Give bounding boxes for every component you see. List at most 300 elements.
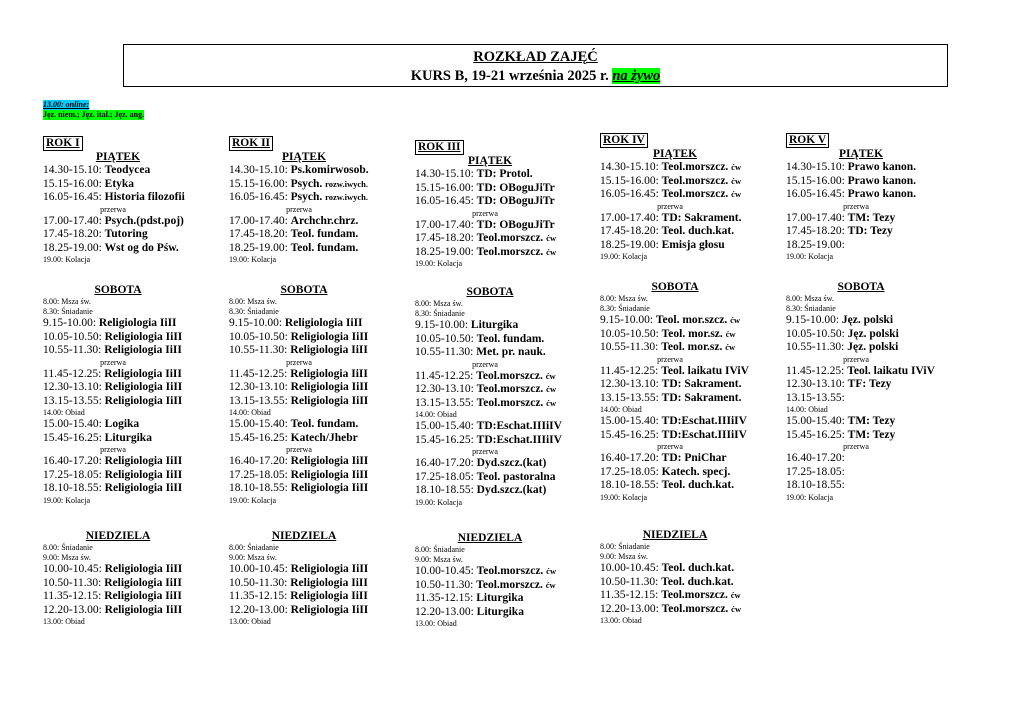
schedule-row	[43, 469, 228, 483]
course-name: Teol. mor.sz.	[661, 327, 723, 340]
time-slot: 17.25-18.05:	[43, 468, 105, 481]
schedule-row	[43, 242, 228, 256]
meal-or-mass-entry: 19.00: Kolacja	[600, 252, 648, 261]
sunday-block	[43, 530, 228, 627]
meal-or-mass-entry: 19.00: Kolacja	[43, 255, 91, 264]
time-slot: 17.00-17.40:	[229, 214, 291, 227]
schedule-row	[415, 195, 600, 209]
schedule-row	[415, 592, 600, 606]
schedule-row	[600, 589, 785, 603]
course-name: Religiologia IiII	[290, 576, 368, 589]
schedule-row	[43, 577, 228, 591]
course-name: TF: Tezy	[847, 378, 892, 390]
course-name: Teol.morszcz.	[476, 232, 544, 244]
course-name: Teol.morszcz.	[476, 396, 544, 409]
course-name: TD: Sakrament.	[661, 378, 742, 390]
time-slot: 12.30-13.10:	[229, 381, 291, 393]
course-name: Dyd.szcz.(kat)	[476, 484, 547, 496]
time-slot: 13.15-13.55:	[786, 391, 845, 404]
schedule-row	[229, 604, 414, 618]
time-slot: 17.25-18.05:	[415, 470, 477, 483]
course-name: Wst og do Pśw.	[104, 241, 179, 254]
schedule-row	[786, 161, 971, 175]
schedule-row	[415, 471, 600, 485]
schedule-row	[43, 164, 228, 178]
schedule-row	[415, 219, 600, 233]
time-slot: 16.40-17.20:	[229, 455, 291, 467]
schedule-row	[229, 381, 414, 395]
time-slot: 10.05-10.50:	[786, 327, 848, 340]
course-note: ćw	[546, 384, 557, 394]
course-name: Etyka	[104, 177, 135, 190]
course-name: Religiologia IiII	[104, 455, 183, 467]
subtitle-highlight: na żywo	[612, 68, 661, 84]
time-slot: 11.45-12.25:	[43, 367, 105, 380]
course-note: ćw	[730, 590, 741, 600]
course-name: Teol. duch.kat.	[661, 562, 735, 574]
course-name: Religiologia IiII	[104, 590, 182, 602]
course-note: ćw	[730, 315, 741, 325]
time-slot: 11.35-12.15:	[415, 592, 477, 604]
time-slot: 10.50-11.30:	[229, 576, 291, 589]
year-label: ROK V	[786, 133, 829, 148]
course-name: Teodycea	[104, 164, 151, 176]
time-slot: 10.55-11.30:	[786, 341, 848, 353]
schedule-row	[415, 346, 600, 360]
schedule-row	[600, 161, 785, 175]
time-slot: 17.45-18.20:	[43, 228, 105, 240]
schedule-row	[600, 212, 785, 226]
schedule-row	[415, 232, 600, 246]
meal-or-mass-entry: 8.00: Śniadanie	[600, 542, 650, 551]
time-slot: 10.00-10.45:	[229, 563, 291, 575]
course-name: TM: Tezy	[847, 415, 896, 427]
schedule-row	[229, 563, 414, 577]
time-slot: 15.00-15.40:	[600, 415, 662, 427]
schedule-row	[600, 225, 785, 239]
time-slot: 15.45-16.25:	[600, 428, 662, 441]
course-name: Religiologia IiII	[104, 330, 183, 343]
time-slot: 9.15-10.00:	[229, 317, 285, 329]
time-slot: 10.05-10.50:	[600, 327, 662, 340]
break-label: przerwa	[657, 442, 683, 451]
day-heading-sunday: NIEDZIELA	[642, 529, 708, 541]
course-name: Religiologia IiII	[104, 563, 183, 575]
time-slot: 17.25-18.05:	[786, 465, 845, 478]
time-slot: 10.55-11.30:	[43, 344, 105, 356]
schedule-row	[43, 344, 228, 358]
schedule-row	[600, 328, 785, 342]
schedule-row	[415, 397, 600, 411]
day-heading-sunday: NIEDZIELA	[271, 530, 337, 542]
course-name: Religiologia IiII	[290, 603, 369, 616]
schedule-row	[600, 452, 785, 466]
course-name: TD: Sakrament.	[661, 391, 742, 404]
break-label: przerwa	[100, 204, 126, 214]
course-name: Liturgika	[104, 431, 152, 444]
course-name: Teol.morszcz.	[661, 174, 729, 187]
day-heading-saturday: SOBOTA	[651, 281, 699, 293]
schedule-row	[415, 484, 600, 498]
time-slot: 15.45-16.25:	[229, 431, 291, 444]
time-slot: 15.15-16.00:	[786, 174, 848, 187]
day-heading-friday: PIĄTEK	[281, 151, 327, 163]
column-rok-iv	[600, 130, 785, 262]
schedule-row	[786, 392, 971, 406]
schedule-row	[229, 242, 414, 256]
course-name: Religiologia IiII	[284, 317, 363, 329]
time-slot: 18.10-18.55:	[229, 482, 291, 494]
course-name: Teol.morszcz.	[661, 602, 729, 615]
schedule-row	[229, 178, 414, 192]
course-name: Teol. laikatu IViV	[847, 364, 935, 377]
schedule-row	[43, 178, 228, 192]
time-slot: 12.30-13.10:	[600, 378, 662, 390]
time-slot: 13.15-13.55:	[229, 394, 291, 407]
year-label: ROK IV	[600, 133, 648, 148]
meal-or-mass-entry: 9.00: Msza św.	[415, 555, 463, 564]
time-slot: 18.10-18.55:	[600, 479, 662, 491]
course-name: Religiologia IiII	[104, 381, 183, 393]
course-name: TD: Tezy	[847, 225, 893, 237]
time-slot: 11.35-12.15:	[229, 590, 291, 602]
time-slot: 18.25-19.00:	[415, 245, 477, 258]
meal-or-mass-entry: 8.00: Msza św.	[43, 297, 91, 306]
schedule-row	[415, 168, 600, 182]
sunday-block	[229, 530, 414, 627]
online-time: 13.00: online:	[43, 100, 90, 109]
meal-or-mass-entry: 8.30: Śniadanie	[786, 304, 836, 313]
schedule-row	[43, 563, 228, 577]
meal-or-mass-entry: 13.00: Obiad	[43, 617, 85, 626]
schedule-row	[415, 319, 600, 333]
schedule-row	[43, 381, 228, 395]
course-name: Teol.morszcz.	[661, 188, 729, 200]
course-name: Historia filozofii	[104, 191, 185, 203]
course-name: Prawo kanon.	[847, 161, 917, 173]
course-note: ćw	[725, 328, 736, 339]
course-note: ćw	[731, 175, 742, 186]
time-slot: 9.15-10.00:	[786, 314, 842, 326]
schedule-row	[415, 579, 600, 593]
course-name: Religiologia IiII	[104, 344, 182, 356]
break-label: przerwa	[472, 359, 498, 369]
schedule-row	[786, 225, 971, 239]
course-name: TD: OBoguJiTr	[476, 195, 555, 207]
course-name: Teol. duch.kat.	[661, 479, 735, 491]
time-slot: 9.15-10.00:	[600, 314, 656, 326]
meal-or-mass-entry: 9.00: Msza św.	[43, 553, 91, 562]
course-name: Met. pr. nauk.	[476, 346, 546, 358]
course-name: Teol. duch.kat.	[661, 575, 734, 588]
course-name: Psych.	[290, 177, 323, 190]
time-slot: 12.20-13.00:	[415, 605, 477, 618]
course-note: ćw	[546, 397, 557, 408]
time-slot: 12.30-13.10:	[415, 383, 477, 395]
time-slot: 18.10-18.55:	[415, 484, 477, 496]
course-name: Jęz. polski	[847, 327, 899, 340]
course-name: Archchr.chrz.	[290, 214, 359, 227]
time-slot: 18.10-18.55:	[43, 482, 105, 494]
course-name: Logika	[104, 418, 140, 430]
time-slot: 17.45-18.20:	[415, 232, 477, 244]
course-note: ćw	[731, 603, 742, 614]
schedule-row	[43, 590, 228, 604]
meal-or-mass-entry: 19.00: Kolacja	[415, 497, 463, 507]
schedule-row	[600, 466, 785, 480]
course-name: TD: Sakrament.	[661, 211, 742, 224]
time-slot: 17.45-18.20:	[229, 228, 291, 240]
schedule-row	[786, 378, 971, 392]
break-label: przerwa	[472, 447, 498, 456]
meal-or-mass-entry: 8.30: Śniadanie	[43, 307, 93, 316]
schedule-row	[43, 455, 228, 469]
time-slot: 12.20-13.00:	[600, 602, 662, 615]
saturday-block	[229, 284, 414, 506]
day-heading-friday: PIĄTEK	[467, 155, 513, 167]
time-slot: 14.30-15.10:	[229, 164, 291, 176]
course-name: Teol. pastoralna	[476, 470, 556, 483]
time-slot: 17.25-18.05:	[600, 465, 662, 478]
course-name: Teol.morszcz.	[476, 578, 543, 591]
meal-or-mass-entry: 14.00: Obiad	[43, 408, 85, 417]
schedule-row	[43, 215, 228, 229]
schedule-row	[229, 368, 414, 382]
schedule-row	[229, 432, 414, 446]
schedule-row	[600, 378, 785, 392]
schedule-row	[415, 383, 600, 397]
time-slot: 10.05-10.50:	[415, 332, 477, 345]
schedule-row	[600, 562, 785, 576]
course-note: ćw	[731, 189, 742, 199]
year-label: ROK II	[229, 136, 273, 151]
course-name: Teol.morszcz.	[476, 369, 543, 382]
meal-or-mass-entry: 13.00: Obiad	[229, 617, 271, 626]
meal-or-mass-entry: 8.00: Śniadanie	[43, 543, 93, 552]
saturday-block	[415, 286, 600, 508]
time-slot: 18.10-18.55:	[786, 479, 845, 491]
time-slot: 10.50-11.30:	[600, 575, 662, 588]
meal-or-mass-entry: 8.00: Śniadanie	[415, 545, 465, 554]
time-slot: 10.55-11.30:	[229, 344, 291, 356]
schedule-row	[786, 415, 971, 429]
schedule-row	[415, 606, 600, 620]
schedule-row	[229, 215, 414, 229]
time-slot: 15.15-16.00:	[43, 177, 105, 190]
time-slot: 10.00-10.45:	[600, 562, 662, 574]
meal-or-mass-entry: 8.30: Śniadanie	[229, 307, 279, 316]
time-slot: 17.25-18.05:	[229, 468, 291, 481]
course-name: Religiologia IiII	[290, 381, 369, 393]
time-slot: 15.45-16.25:	[43, 431, 105, 444]
sunday-block	[600, 529, 785, 626]
course-name: Religiologia IiII	[290, 330, 369, 343]
time-slot: 10.50-11.30:	[415, 578, 477, 591]
time-slot: 12.20-13.00:	[43, 603, 105, 616]
course-name: Liturgika	[476, 605, 524, 618]
page-title: ROZKŁAD ZAJĘĆ	[473, 49, 598, 65]
meal-or-mass-entry: 13.00: Obiad	[415, 619, 457, 628]
time-slot: 11.45-12.25:	[600, 364, 662, 377]
schedule-row	[229, 590, 414, 604]
course-name: Dyd.szcz.(kat)	[476, 457, 547, 469]
schedule-row	[229, 455, 414, 469]
course-name: Teol. fundam.	[290, 241, 359, 254]
break-label: przerwa	[286, 445, 312, 454]
meal-or-mass-entry: 8.00: Msza św.	[786, 294, 834, 303]
course-name: Psych.	[290, 191, 323, 203]
course-name: Ps.komirwosob.	[290, 164, 369, 176]
course-name: Psych.(pdst.poj)	[104, 214, 184, 227]
course-name: Jęz. polski	[841, 314, 894, 326]
course-name: Religiologia IiII	[290, 367, 368, 380]
course-name: Teol.morszcz.	[661, 589, 728, 601]
schedule-row	[229, 469, 414, 483]
course-name: Religiologia IiII	[104, 367, 182, 380]
time-slot: 9.15-10.00:	[415, 319, 471, 331]
schedule-row	[415, 182, 600, 196]
time-slot: 13.15-13.55:	[600, 391, 662, 404]
break-label: przerwa	[472, 208, 498, 218]
course-note: rozw.iwych.	[325, 192, 368, 202]
schedule-row	[415, 370, 600, 384]
time-slot: 16.05-16.45:	[229, 191, 291, 203]
year-label: ROK III	[415, 140, 464, 155]
course-name: Katech. specj.	[661, 465, 731, 478]
time-slot: 14.30-15.10:	[43, 164, 105, 176]
schedule-row	[600, 415, 785, 429]
schedule-row	[786, 429, 971, 443]
time-slot: 15.45-16.25:	[415, 433, 477, 446]
day-heading-friday: PIĄTEK	[652, 148, 698, 160]
schedule-row	[600, 576, 785, 590]
break-label: przerwa	[843, 354, 869, 364]
break-label: przerwa	[843, 201, 869, 211]
schedule-row	[43, 228, 228, 242]
course-name: Katech/Jhebr	[290, 431, 358, 444]
saturday-block	[786, 281, 971, 503]
schedule-row	[43, 395, 228, 409]
time-slot: 17.00-17.40:	[43, 214, 105, 227]
schedule-row	[786, 212, 971, 226]
schedule-row	[43, 482, 228, 496]
meal-or-mass-entry: 19.00: Kolacja	[43, 495, 91, 505]
time-slot: 16.05-16.45:	[415, 195, 477, 207]
schedule-row	[786, 479, 971, 493]
schedule-row	[43, 432, 228, 446]
course-note: ćw	[545, 370, 556, 381]
schedule-row	[786, 175, 971, 189]
day-heading-friday: PIĄTEK	[95, 151, 141, 163]
course-name: Religiologia IiII	[98, 317, 177, 329]
schedule-row	[786, 365, 971, 379]
online-languages: Jęz. niem.; Jęz. ital.; Jęz. ang.	[43, 110, 145, 119]
time-slot: 9.15-10.00:	[43, 317, 99, 329]
schedule-row	[229, 482, 414, 496]
day-heading-saturday: SOBOTA	[280, 284, 328, 296]
schedule-row	[600, 188, 785, 202]
time-slot: 10.55-11.30:	[415, 346, 477, 358]
course-name: TD:Eschat.IIIiIV	[476, 420, 562, 432]
course-note: ćw	[731, 162, 742, 172]
title-box	[123, 44, 948, 87]
online-note	[43, 100, 144, 120]
schedule-row	[229, 228, 414, 242]
break-label: przerwa	[843, 442, 869, 451]
schedule-row	[600, 603, 785, 617]
schedule-row	[229, 418, 414, 432]
time-slot: 16.40-17.20:	[415, 457, 477, 469]
time-slot: 16.05-16.45:	[786, 188, 848, 200]
course-name: TD:Eschat.IIIiIV	[476, 433, 562, 446]
day-heading-saturday: SOBOTA	[94, 284, 142, 296]
time-slot: 16.05-16.45:	[43, 191, 105, 203]
time-slot: 12.30-13.10:	[43, 381, 105, 393]
day-heading-saturday: SOBOTA	[466, 286, 514, 298]
time-slot: 10.00-10.45:	[415, 565, 477, 577]
course-note: rozw.iwych.	[325, 178, 368, 189]
sunday-block	[415, 532, 600, 629]
schedule-row	[600, 239, 785, 253]
course-name: Religiologia IiII	[290, 468, 369, 481]
schedule-row	[229, 164, 414, 178]
time-slot: 17.00-17.40:	[415, 218, 477, 231]
course-name: Religiologia IiII	[290, 394, 369, 407]
schedule-row	[600, 175, 785, 189]
schedule-row	[415, 246, 600, 260]
course-name: Prawo kanon.	[847, 188, 917, 200]
schedule-row	[415, 565, 600, 579]
schedule-row	[600, 392, 785, 406]
time-slot: 16.05-16.45:	[600, 188, 662, 200]
course-name: Teol. mor.sz.	[661, 341, 723, 353]
time-slot: 14.30-15.10:	[786, 161, 848, 173]
day-heading-sunday: NIEDZIELA	[457, 532, 523, 544]
time-slot: 11.35-12.15:	[43, 590, 105, 602]
meal-or-mass-entry: 19.00: Kolacja	[786, 492, 834, 502]
course-name: TD: Protol.	[476, 168, 533, 180]
column-rok-iii	[415, 137, 600, 269]
schedule-row	[415, 434, 600, 448]
course-note: ćw	[546, 233, 557, 243]
course-name: Religiologia IiII	[104, 468, 183, 481]
schedule-row	[43, 317, 228, 331]
saturday-block	[43, 284, 228, 506]
course-name: Religiologia IiII	[104, 576, 182, 589]
schedule-row	[229, 344, 414, 358]
schedule-row	[415, 333, 600, 347]
course-name: Teol. mor.szcz.	[655, 314, 728, 326]
schedule-row	[600, 341, 785, 355]
course-note: ćw	[546, 566, 557, 576]
course-name: TD: OBoguJiTr	[476, 181, 555, 194]
column-rok-ii	[229, 133, 414, 265]
meal-or-mass-entry: 14.00: Obiad	[786, 405, 828, 414]
time-slot: 15.15-16.00:	[600, 174, 662, 187]
course-name: Jęz. polski	[847, 341, 899, 353]
course-name: Teol. laikatu IViV	[661, 364, 749, 377]
meal-or-mass-entry: 8.00: Msza św.	[600, 294, 648, 303]
meal-or-mass-entry: 19.00: Kolacja	[229, 255, 277, 264]
course-name: Religiologia IiII	[104, 394, 183, 407]
meal-or-mass-entry: 8.00: Msza św.	[415, 299, 463, 308]
break-label: przerwa	[657, 354, 683, 364]
course-name: TD:Eschat.IIIiIV	[661, 428, 747, 441]
meal-or-mass-entry: 19.00: Kolacja	[229, 495, 277, 505]
course-name: Liturgika	[470, 319, 519, 331]
time-slot: 16.40-17.20:	[600, 452, 662, 464]
schedule-row	[229, 331, 414, 345]
